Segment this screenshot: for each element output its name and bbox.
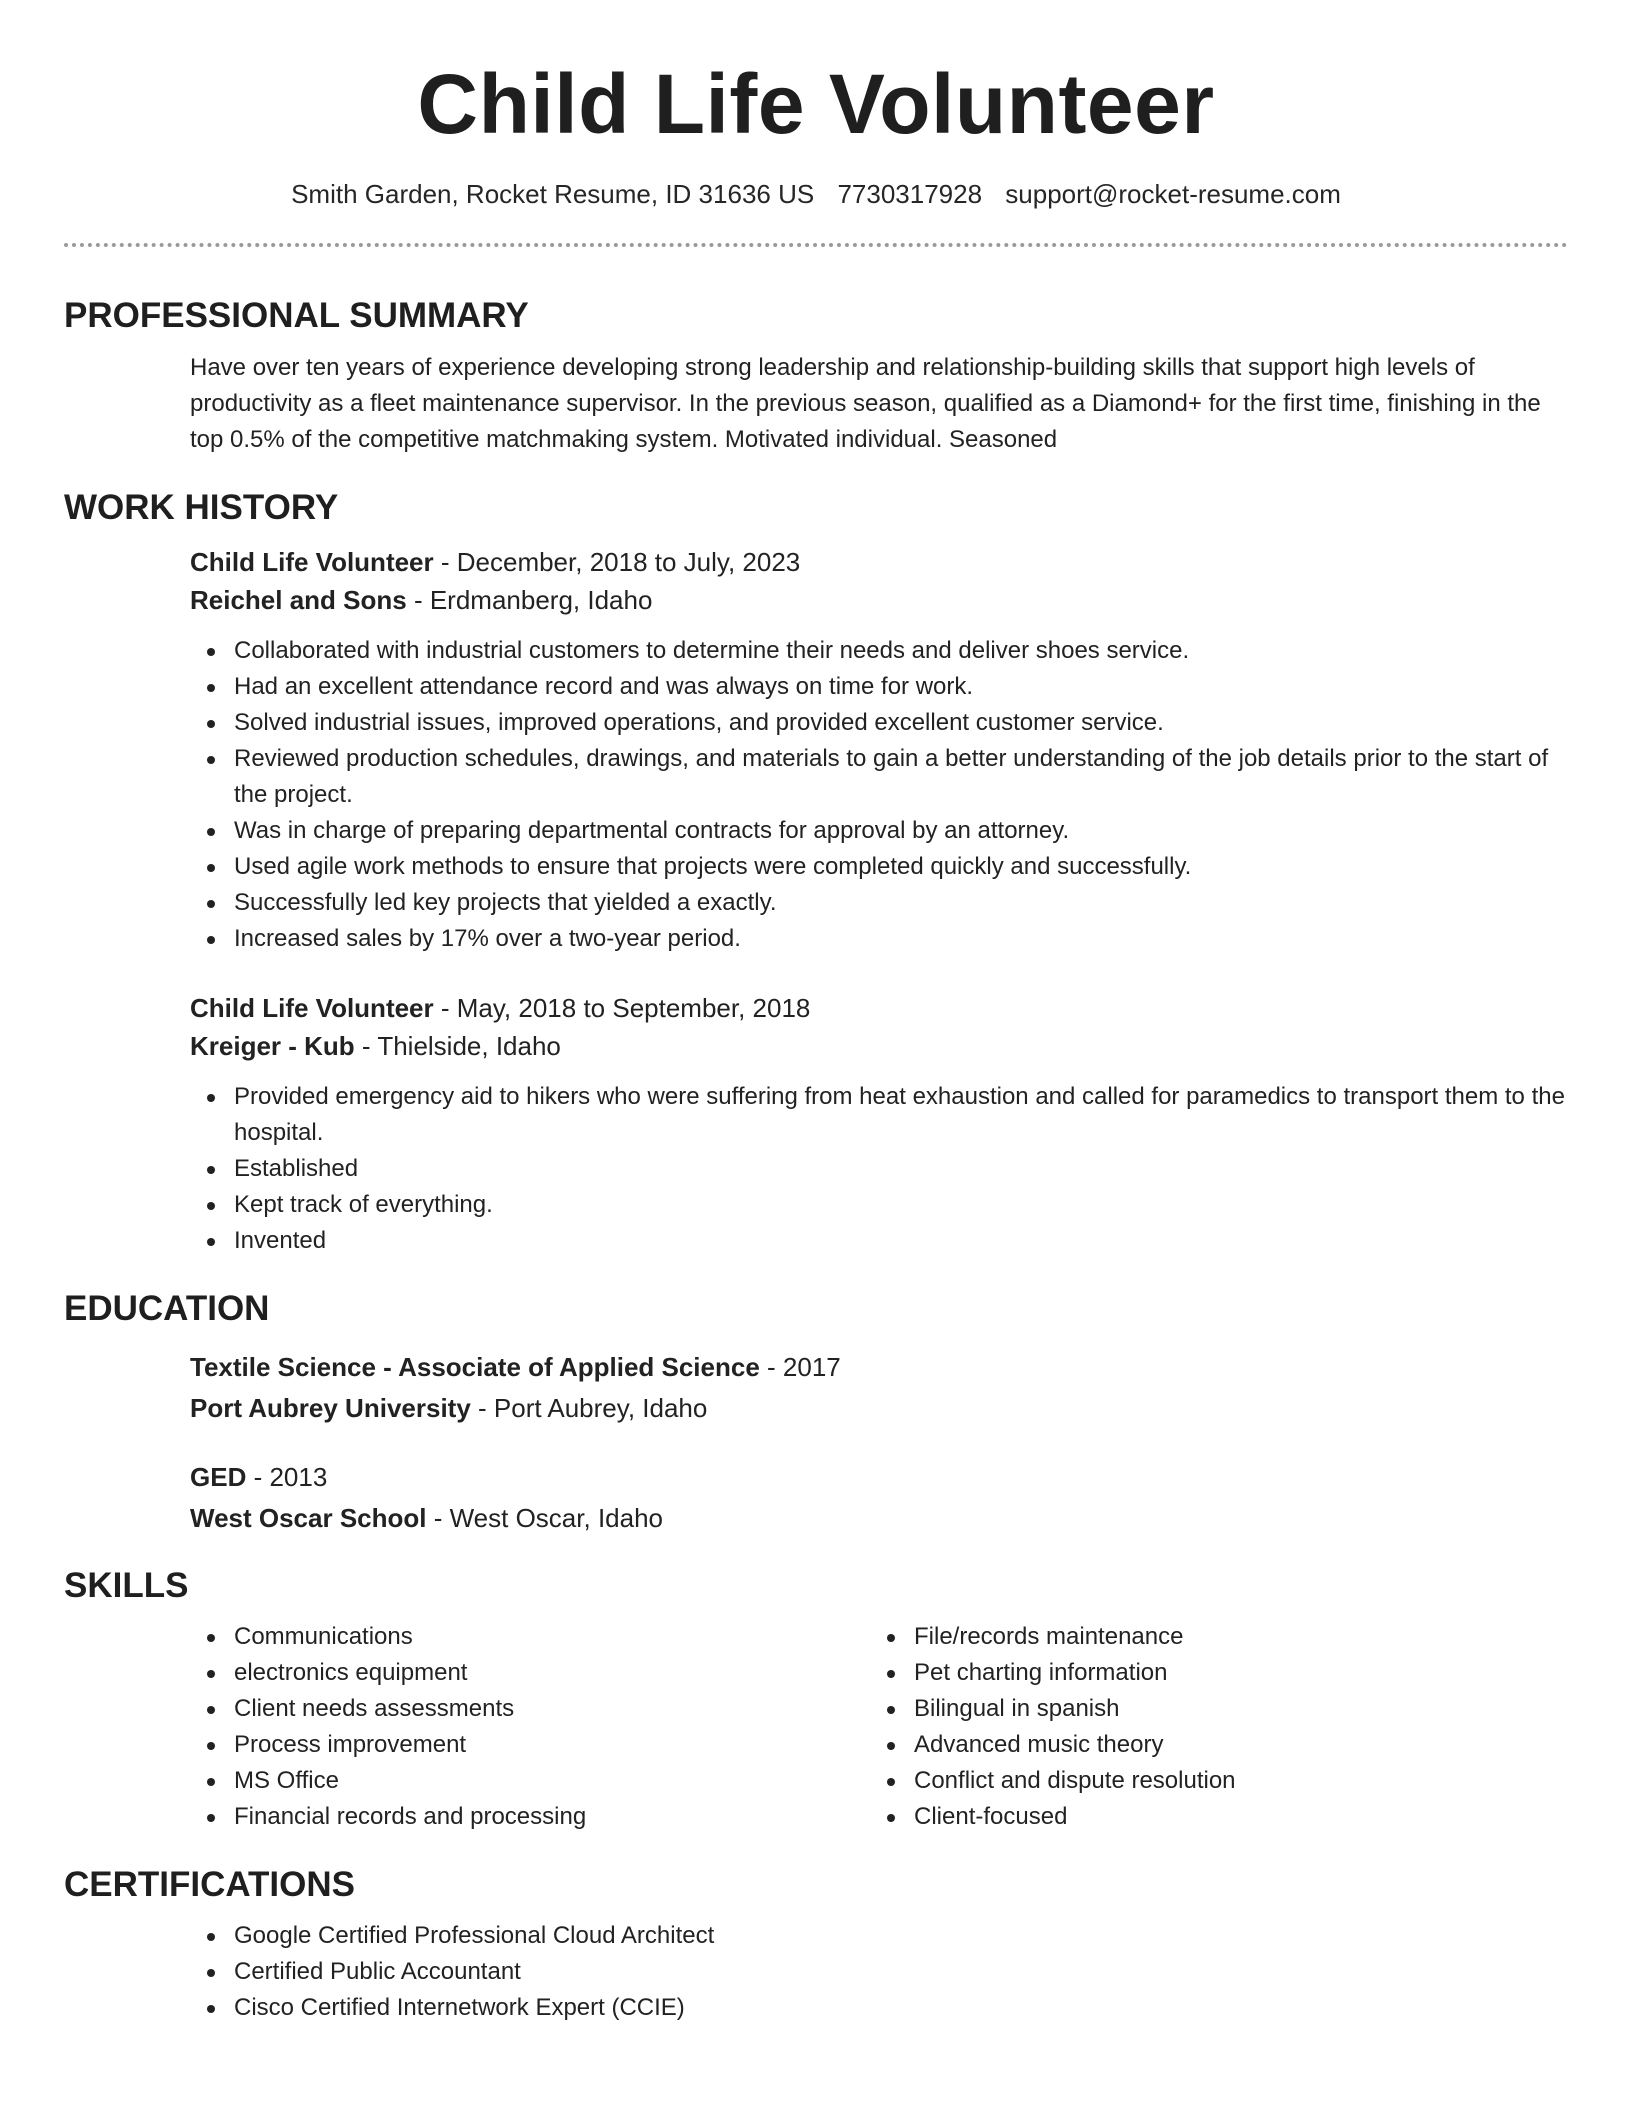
list-item: Conflict and dispute resolution [870, 1763, 1550, 1799]
contact-line [64, 179, 1568, 210]
job-dates: - May, 2018 to September, 2018 [433, 993, 811, 1024]
list-item: Established [190, 1151, 1568, 1187]
job-dates: - December, 2018 to July, 2023 [433, 547, 801, 578]
skills-left-list [190, 1619, 870, 1835]
summary-title: PROFESSIONAL SUMMARY [64, 296, 529, 336]
skills-right-list [870, 1619, 1550, 1835]
list-item: File/records maintenance [870, 1619, 1550, 1655]
job-location: - Thielside, Idaho [354, 1031, 561, 1062]
job-bullets [190, 633, 1568, 957]
education-school-line [190, 1388, 1568, 1428]
education-entry [190, 1346, 1568, 1428]
job-company: Kreiger - Kub [190, 1031, 355, 1062]
list-item: Provided emergency aid to hikers who were suffering from heat exhaustion and called for paramedics to transport them to the hospital. [190, 1079, 1568, 1151]
list-item: Client needs assessments [190, 1691, 870, 1727]
job-entry [190, 543, 1568, 957]
list-item: Used agile work methods to ensure that projects were completed quickly and successfully. [190, 849, 1568, 885]
list-item: Financial records and processing [190, 1799, 870, 1835]
list-item: Process improvement [190, 1727, 870, 1763]
education-title: EDUCATION [64, 1289, 270, 1329]
list-item: Was in charge of preparing departmental contracts for approval by an attorney. [190, 813, 1568, 849]
education-year: - 2017 [759, 1352, 841, 1383]
list-item: Advanced music theory [870, 1727, 1550, 1763]
list-item: Client-focused [870, 1799, 1550, 1835]
job-company-line [190, 581, 1568, 619]
list-item: Successfully led key projects that yielded a exactly. [190, 885, 1568, 921]
education-entry [190, 1456, 1568, 1538]
education-location: - West Oscar, Idaho [426, 1503, 664, 1534]
education-degree-line [190, 1346, 1568, 1388]
education-school-line [190, 1498, 1568, 1538]
list-item: Pet charting information [870, 1655, 1550, 1691]
resume-page [64, 0, 1568, 2026]
summary-text: Have over ten years of experience developing strong leadership and relationship-building skills that support high levels of productivity as a fleet maintenance supervisor. In the previous season, qualified as a Diamond+ for the first time, finishing in the top 0.5% of the competitive matchmaking system. Motivated individual. Seasoned [190, 354, 1541, 454]
certifications-section [190, 1918, 1568, 2026]
resume-name: Child Life Volunteer [417, 57, 1215, 151]
list-item: Cisco Certified Internetwork Expert (CCIE) [190, 1990, 1568, 2026]
list-item: Communications [190, 1619, 870, 1655]
contact-email: support@rocket-resume.com [1005, 179, 1341, 209]
job-company-line [190, 1027, 1568, 1065]
contact-address: Smith Garden, Rocket Resume, ID 31636 US [291, 179, 815, 209]
list-item: Invented [190, 1223, 1568, 1259]
job-role: Child Life Volunteer [190, 547, 434, 578]
list-item: MS Office [190, 1763, 870, 1799]
skills-title: SKILLS [64, 1566, 189, 1606]
list-item: Collaborated with industrial customers to determine their needs and deliver shoes service. [190, 633, 1568, 669]
list-item: Certified Public Accountant [190, 1954, 1568, 1990]
job-location: - Erdmanberg, Idaho [406, 585, 653, 616]
certifications-list [190, 1918, 1568, 2026]
job-title-line [190, 543, 1568, 581]
education-degree: GED [190, 1462, 247, 1493]
summary-section [190, 350, 1568, 458]
education-degree-line [190, 1456, 1568, 1498]
list-item: electronics equipment [190, 1655, 870, 1691]
education-school: West Oscar School [190, 1503, 427, 1534]
job-role: Child Life Volunteer [190, 993, 434, 1024]
job-title-line [190, 989, 1568, 1027]
list-item: Solved industrial issues, improved operations, and provided excellent customer service. [190, 705, 1568, 741]
education-school: Port Aubrey University [190, 1393, 471, 1424]
education-location: - Port Aubrey, Idaho [470, 1393, 708, 1424]
job-bullets [190, 1079, 1568, 1259]
list-item: Had an excellent attendance record and was always on time for work. [190, 669, 1568, 705]
list-item: Kept track of everything. [190, 1187, 1568, 1223]
header-divider [64, 243, 1568, 247]
list-item: Google Certified Professional Cloud Architect [190, 1918, 1568, 1954]
work-history-title: WORK HISTORY [64, 488, 339, 528]
certifications-title: CERTIFICATIONS [64, 1865, 356, 1905]
job-company: Reichel and Sons [190, 585, 407, 616]
education-degree: Textile Science - Associate of Applied Science [190, 1352, 760, 1383]
list-item: Increased sales by 17% over a two-year period. [190, 921, 1568, 957]
list-item: Bilingual in spanish [870, 1691, 1550, 1727]
skills-section [190, 1619, 1568, 1835]
education-year: - 2013 [246, 1462, 328, 1493]
list-item: Reviewed production schedules, drawings, and materials to gain a better understanding of the job details prior to the start of the project. [190, 741, 1568, 813]
job-entry [190, 989, 1568, 1259]
contact-phone: 7730317928 [837, 179, 983, 209]
